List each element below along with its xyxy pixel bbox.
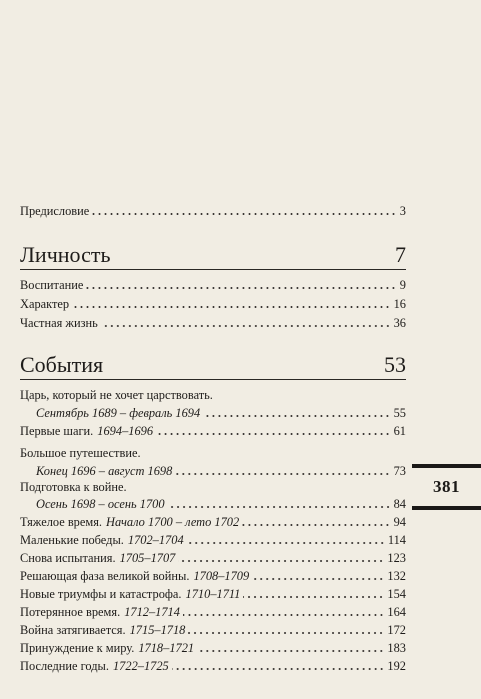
dot-leader	[183, 614, 384, 616]
toc-entry-dates: Конец 1696 – август 1698	[36, 464, 173, 478]
section-heading-events[interactable]	[20, 348, 406, 378]
toc-entry-dates: 1722–1725	[112, 659, 169, 673]
dot-leader	[243, 596, 384, 598]
section-page: 53	[384, 352, 406, 377]
toc-entry[interactable]	[20, 275, 406, 293]
toc-entry[interactable]	[20, 602, 406, 620]
page-number: 381	[412, 464, 481, 510]
toc-entry[interactable]	[20, 548, 406, 566]
toc-entry-label: Принуждение к миру.	[20, 641, 135, 655]
toc-entry-label: Воспитание	[20, 278, 84, 292]
toc-entry-dates: 1715–1718	[129, 623, 186, 637]
toc-entry-label: Царь, который не хочет царствовать.	[20, 388, 213, 402]
dot-leader	[172, 668, 385, 670]
toc-entry-label: Первые шаги.	[20, 424, 94, 438]
section-page: 7	[395, 242, 406, 267]
toc-entry-dates: 1705–1707	[119, 551, 176, 565]
toc-entry[interactable]	[20, 656, 406, 674]
toc-entry-page: 84	[393, 497, 406, 511]
toc-entry-label: Характер	[20, 297, 70, 311]
section-rule	[20, 269, 406, 270]
toc-entry-dates: Осень 1698 – осень 1700	[36, 497, 165, 511]
toc-entry[interactable]	[20, 313, 406, 331]
toc-entry-label: Частная жизнь	[20, 316, 98, 330]
toc-entry[interactable]	[20, 530, 406, 548]
toc-entry[interactable]	[20, 566, 406, 584]
toc-entry-line2[interactable]	[20, 403, 406, 421]
toc-entry-label: Решающая фаза великой войны.	[20, 569, 190, 583]
toc-entry-page: 55	[393, 406, 406, 420]
toc-entry-page: 16	[393, 297, 406, 311]
toc-entry-page: 192	[387, 659, 406, 673]
toc-entry[interactable]	[20, 584, 406, 602]
toc-entry-dates: 1712–1714	[124, 605, 180, 619]
toc-entry-page: 73	[393, 464, 406, 478]
toc-entry-label: Последние годы.	[20, 659, 109, 673]
section-rule	[20, 379, 406, 380]
dot-leader	[101, 325, 391, 327]
section-heading-personality[interactable]	[20, 238, 406, 268]
toc-entry-preface[interactable]	[20, 201, 406, 219]
toc-entry-line1[interactable]	[20, 477, 406, 495]
dot-leader	[156, 433, 391, 435]
toc-entry-dates: 1718–1721	[138, 641, 195, 655]
toc-entry-label: Новые триумфы и катастрофа.	[20, 587, 182, 601]
toc-entry-page: 9	[399, 278, 406, 292]
toc-entry-line2[interactable]	[20, 494, 406, 512]
toc-entry-label: Подготовка к войне.	[20, 480, 127, 494]
toc-entry-page: 94	[393, 515, 406, 529]
dot-leader	[168, 506, 391, 508]
toc-entry-dates: Начало 1700 – лето 1702	[106, 515, 240, 529]
toc-entry-page: 132	[387, 569, 406, 583]
dot-leader	[92, 213, 397, 215]
toc-entry-page: 36	[393, 316, 406, 330]
toc-entry-page: 123	[387, 551, 406, 565]
toc-entry-page: 183	[387, 641, 406, 655]
toc-entry-dates: 1702–1704	[127, 533, 184, 547]
dot-leader	[187, 542, 385, 544]
toc-entry[interactable]	[20, 638, 406, 656]
dot-leader	[188, 632, 384, 634]
toc-entry-label: Снова испытания.	[20, 551, 116, 565]
toc-entry-page: 172	[387, 623, 406, 637]
toc-entry-page: 154	[387, 587, 406, 601]
toc-entry-page: 61	[393, 424, 406, 438]
toc-entry-dates: 1694–1696	[97, 424, 154, 438]
toc-entry-label: Война затягивается.	[20, 623, 126, 637]
toc-entry-page: 164	[387, 605, 406, 619]
toc-entry-page: 114	[387, 533, 406, 547]
toc-entry-label: Тяжелое время.	[20, 515, 103, 529]
section-title: Личность	[20, 242, 111, 267]
toc-entry[interactable]	[20, 512, 406, 530]
dot-leader	[72, 306, 391, 308]
toc-entry-label: Большое путешествие.	[20, 446, 141, 460]
toc-entry[interactable]	[20, 421, 406, 439]
dot-leader	[242, 524, 390, 526]
dot-leader	[175, 473, 390, 475]
dot-leader	[86, 287, 396, 289]
toc-entry-page: 3	[399, 204, 406, 218]
toc-entry-dates: 1710–1711	[185, 587, 241, 601]
dot-leader	[178, 560, 384, 562]
toc-entry[interactable]	[20, 620, 406, 638]
dot-leader	[203, 415, 390, 417]
toc-entry-dates: 1708–1709	[193, 569, 250, 583]
toc-entry-label: Предисловие	[20, 204, 90, 218]
toc-entry-label: Маленькие победы.	[20, 533, 124, 547]
dot-leader	[197, 650, 384, 652]
toc-entry-dates: Сентябрь 1689 – февраль 1694	[36, 406, 201, 420]
dot-leader	[252, 578, 384, 580]
toc-entry-label: Потерянное время.	[20, 605, 121, 619]
toc-entry-line1[interactable]	[20, 443, 406, 461]
section-title: События	[20, 352, 104, 377]
toc-entry[interactable]	[20, 294, 406, 312]
toc-entry-line1[interactable]	[20, 385, 406, 403]
